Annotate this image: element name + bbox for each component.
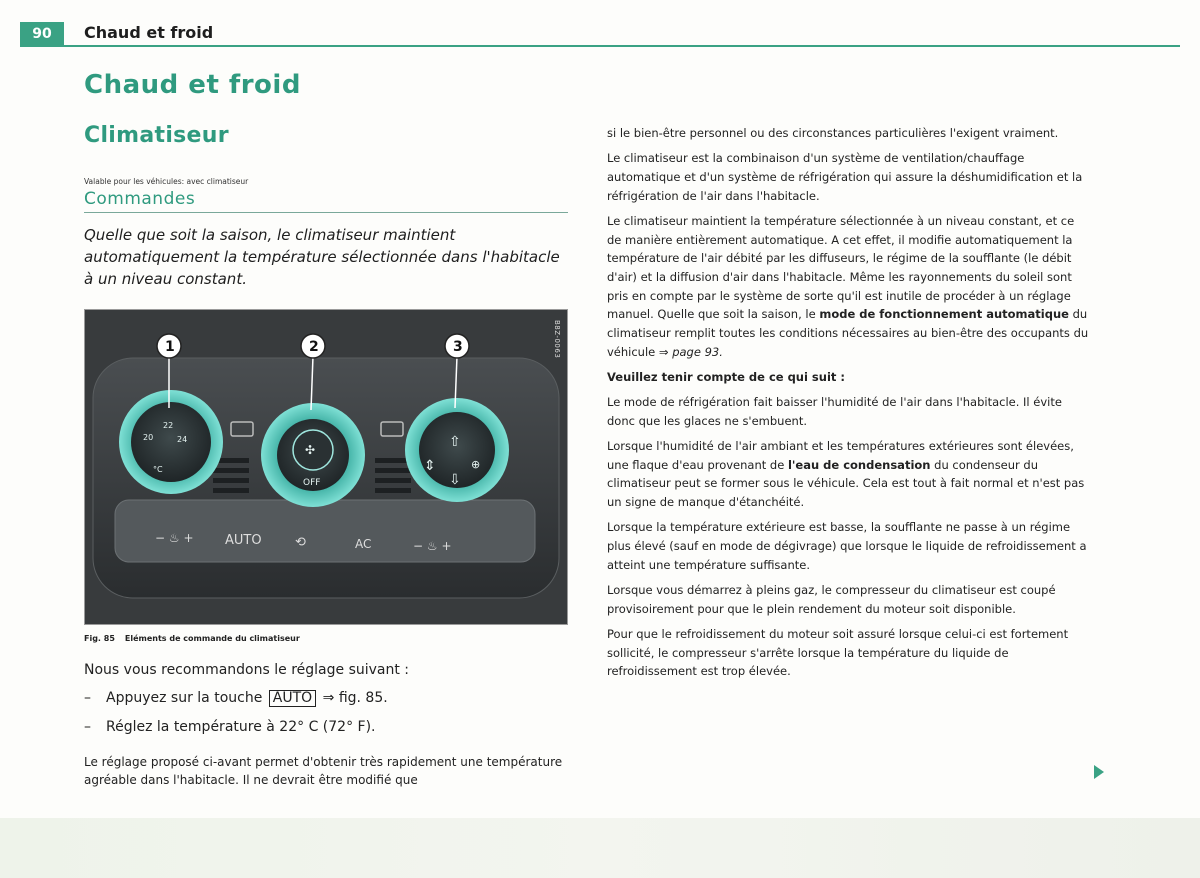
chapter-title: Chaud et froid [84,70,301,100]
auto-button-label: AUTO [225,533,262,548]
right-paragraph-3 [607,212,1091,362]
recirculation-icon: ⊕ [471,458,481,471]
right-column [607,124,1091,687]
step-2 [84,719,566,735]
air-updown-icon: ⇕ [424,458,436,474]
dial-temp-unit: °C [153,465,163,474]
header-rule [20,45,1180,47]
section-title: Climatiseur [84,123,229,148]
p3-part-b: du climatiseur remplit toutes les conditions nécessaires au bien-être des occupants du véhicule ⇒ [607,307,1089,359]
step-dash: – [84,690,91,706]
continue-arrow-icon [1094,765,1104,779]
callout-2-label: 2 [309,339,319,355]
figure-code: B8Z-0063 [553,320,561,359]
dial-temp-24: 24 [177,435,188,444]
right-paragraph-4: Le mode de réfrigération fait baisser l'humidité de l'air dans l'habitacle. Il évite donc que les glaces ne s'embuent. [607,395,1062,428]
closing-paragraph: Le réglage proposé ci-avant permet d'obtenir très rapidement une température agréable dans l'habitacle. Il ne devrait être modifié que [84,755,563,787]
auto-key: AUTO [269,690,316,707]
callout-1-label: 1 [165,339,175,355]
seat-heat-left-icon: − ♨ + [155,531,194,545]
right-paragraph-2: Le climatiseur est la combinaison d'un système de ventilation/chauffage automatique et d'un système de réfrigération qui assure la déshumidification et la réfrigération de l'air dans l'habitacle. [607,151,1083,203]
p5-bold: l'eau de condensation [787,457,931,472]
step-2-text: Réglez la température à 22° C (72° F). [106,719,376,735]
dial-temp-20: 20 [143,433,154,442]
p5-part-b: du condenseur du climatiseur peut se former sous le véhicule. Cela est tout à fait normal et n'est pas un signe de manque d'étanchéité. [607,457,1085,510]
page-number: 90 [20,22,64,46]
caption-text: Eléments de commande du climatiseur [124,634,300,643]
notice-heading: Veuillez tenir compte de ce qui suit : [607,369,846,384]
p3-bold: mode de fonctionnement automatique [819,307,1069,322]
intro-paragraph: Quelle que soit la saison, le climatiseur maintient automatiquement la température sélectionnée dans l'habitacle à un niveau constant. [84,226,560,288]
air-up-arrow-icon: ⇧ [449,434,461,450]
right-paragraph-5 [607,437,1091,512]
p3-part-a: Le climatiseur maintient la température sélectionnée à un niveau constant, et ce de manière entièrement automatique. A cet effet, il modifie automatiquement la température de l'air débité par les diffuseurs, le régime de la soufflante (le débit d'air) et la diffusion d'air dans l'habitacle. Même les rayonnements du soleil sont pris en compte par le système de sorte qu'il est inutile de procéder à un réglage manuel. Quelle que soit la saison, le [607,213,1075,322]
ac-button-label: AC [355,537,372,551]
step-1-ref[interactable]: ⇒ fig. 85. [322,690,388,706]
running-title: Chaud et froid [84,23,214,42]
validity-note: Valable pour les véhicules: avec climatiseur [84,177,249,186]
right-paragraph-8: Pour que le refroidissement du moteur soit assuré lorsque celui-ci est fortement sollicité, le compresseur s'arrête lorsque la température du liquide de refroidissement est trop élevée. [607,626,1069,679]
recirc-button-icon: ⟲ [295,535,306,550]
fan-icon: ✣ [305,443,316,457]
right-paragraph-1: si le bien-être personnel ou des circonstances particulières l'exigent vraiment. [607,126,1059,140]
air-down-arrow-icon: ⇩ [449,472,461,488]
climate-panel-illustration [85,310,567,624]
dial-1-temperature [119,390,223,494]
seat-heat-right-icon: − ♨ + [413,539,452,553]
right-paragraph-6: Lorsque la température extérieure est basse, la soufflante ne passe à un régime plus élevé (sauf en mode de dégivrage) que lorsque le liquide de refroidissement a atteint une température suffisante. [607,520,1087,572]
footer-band [0,818,1200,878]
subsection-rule [84,212,568,213]
left-body [84,662,566,789]
step-1-text [106,690,388,707]
page-ref-link[interactable]: page 93. [672,344,723,359]
climate-control-figure [84,309,568,625]
lead-sentence: Nous vous recommandons le réglage suivant : [84,662,410,678]
figure-caption [84,634,300,643]
caption-label: Fig. 85 [84,634,115,643]
dial-temp-22: 22 [163,421,174,430]
dial-off-label: OFF [303,478,321,488]
step-dash: – [84,719,91,735]
p5-part-a: Lorsque l'humidité de l'air ambiant et les températures extérieures sont élevées, une flaque d'eau provenant de [607,439,1074,472]
step-1 [84,690,566,707]
right-paragraph-7: Lorsque vous démarrez à pleins gaz, le compresseur du climatiseur est coupé provisoirement pour que le plein rendement du moteur soit disponible. [607,582,1056,616]
subsection-title: Commandes [84,189,196,209]
step-1-prefix: Appuyez sur la touche [106,690,263,706]
callout-3-label: 3 [453,339,463,355]
